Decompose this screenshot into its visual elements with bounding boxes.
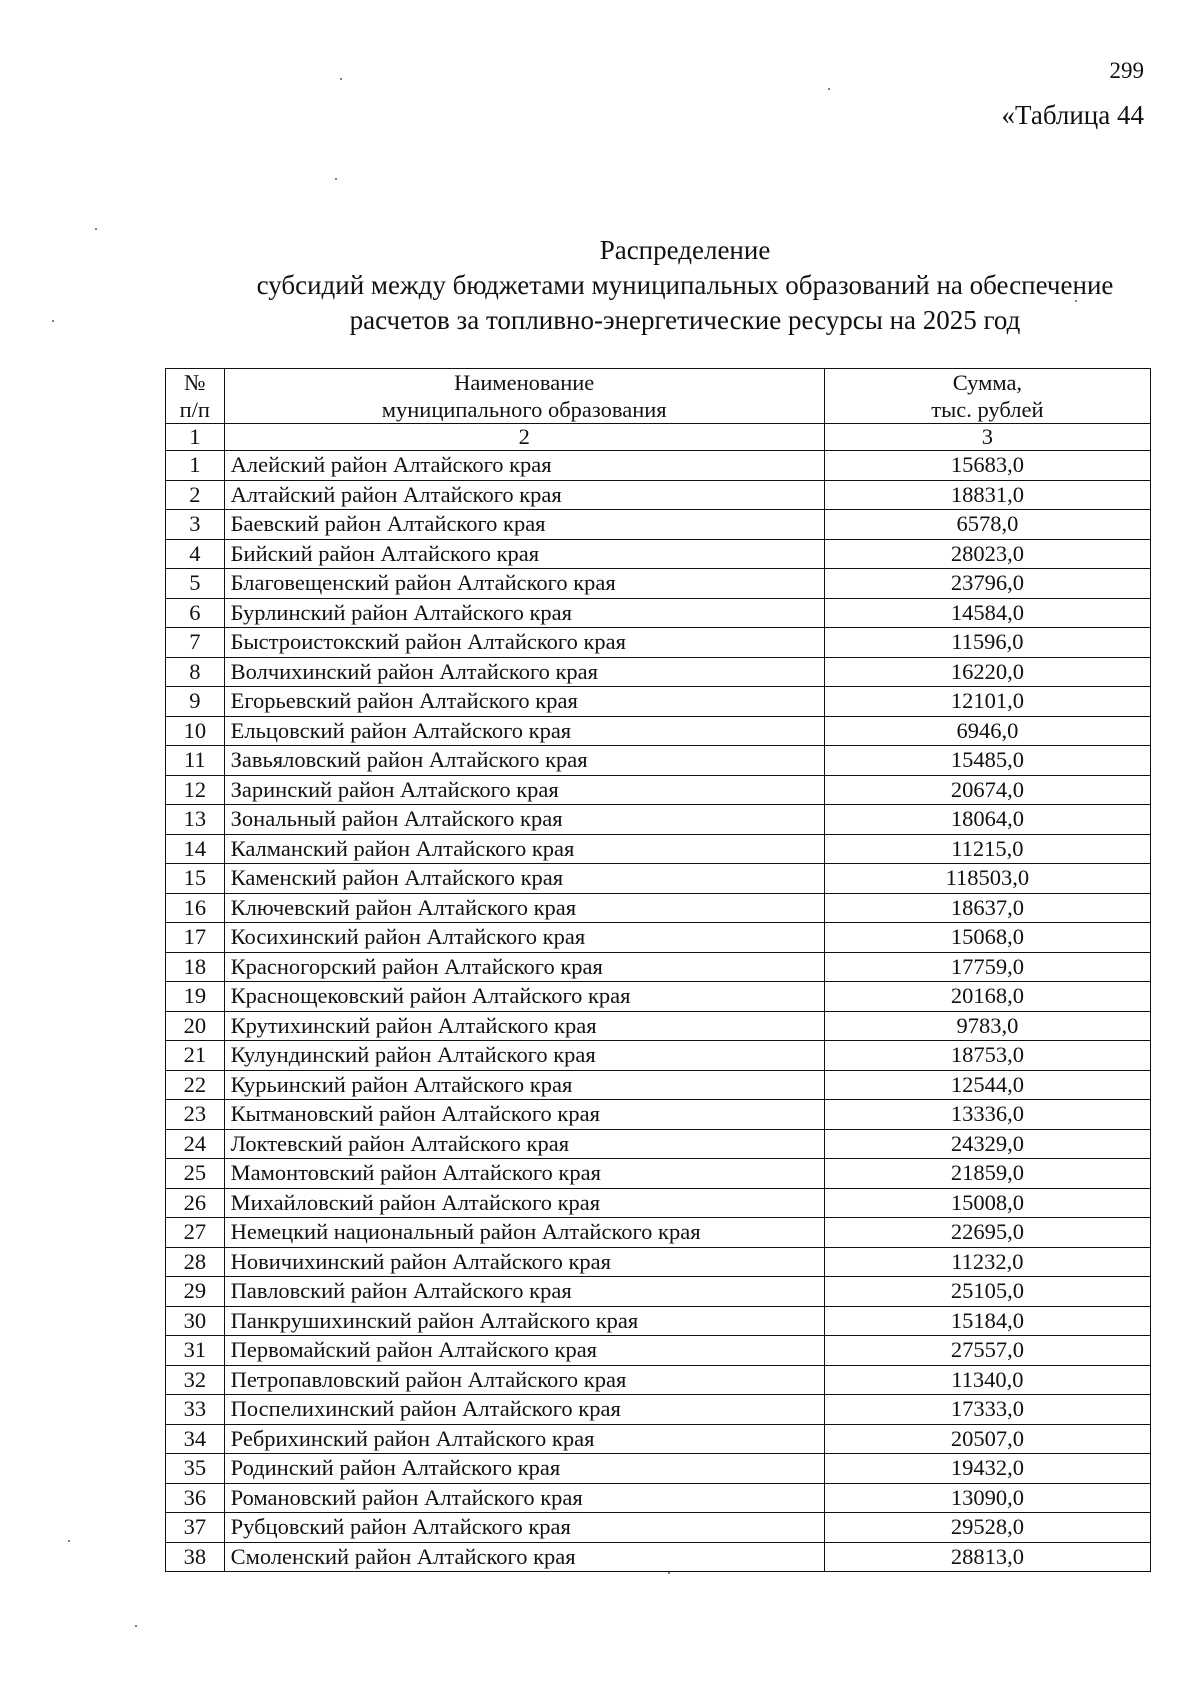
subsidy-amount: 11215,0 — [824, 834, 1150, 864]
row-number: 29 — [166, 1277, 225, 1307]
subsidy-amount: 11340,0 — [824, 1365, 1150, 1395]
row-number: 5 — [166, 569, 225, 599]
scan-speck — [335, 178, 337, 180]
row-number: 13 — [166, 805, 225, 835]
table-row — [166, 864, 1151, 894]
table-row — [166, 1070, 1151, 1100]
municipality-name: Бийский район Алтайского края — [224, 539, 824, 569]
document-title — [160, 233, 1200, 338]
subsidy-amount: 15485,0 — [824, 746, 1150, 776]
subsidy-amount: 20674,0 — [824, 775, 1150, 805]
table-row — [166, 1247, 1151, 1277]
row-number: 27 — [166, 1218, 225, 1248]
row-number: 33 — [166, 1395, 225, 1425]
column-index-1: 1 — [166, 424, 225, 451]
table-row — [166, 1041, 1151, 1071]
municipality-name: Завьяловский район Алтайского края — [224, 746, 824, 776]
subsidy-amount: 13336,0 — [824, 1100, 1150, 1130]
municipality-name: Алтайский район Алтайского края — [224, 480, 824, 510]
subsidy-amount: 28023,0 — [824, 539, 1150, 569]
table-row — [166, 628, 1151, 658]
municipality-name: Волчихинский район Алтайского края — [224, 657, 824, 687]
municipality-name: Романовский район Алтайского края — [224, 1483, 824, 1513]
municipality-name: Родинский район Алтайского края — [224, 1454, 824, 1484]
table-row — [166, 952, 1151, 982]
table-row — [166, 451, 1151, 481]
row-number: 12 — [166, 775, 225, 805]
row-number: 36 — [166, 1483, 225, 1513]
subsidy-amount: 13090,0 — [824, 1483, 1150, 1513]
table-row — [166, 1218, 1151, 1248]
table-body — [166, 451, 1151, 1572]
subsidy-amount: 11232,0 — [824, 1247, 1150, 1277]
scan-speck — [68, 1540, 70, 1542]
subsidy-amount: 17333,0 — [824, 1395, 1150, 1425]
table-reference: «Таблица 44 — [1001, 100, 1144, 130]
subsidy-amount: 15184,0 — [824, 1306, 1150, 1336]
municipality-name: Курьинский район Алтайского края — [224, 1070, 824, 1100]
subsidy-amount: 12101,0 — [824, 687, 1150, 717]
municipality-name: Заринский район Алтайского края — [224, 775, 824, 805]
table-header — [166, 369, 1151, 451]
municipality-name: Немецкий национальный район Алтайского края — [224, 1218, 824, 1248]
municipality-name: Красногорский район Алтайского края — [224, 952, 824, 982]
row-number: 21 — [166, 1041, 225, 1071]
subsidy-amount: 12544,0 — [824, 1070, 1150, 1100]
table-row — [166, 1277, 1151, 1307]
municipality-name: Кулундинский район Алтайского края — [224, 1041, 824, 1071]
table-row — [166, 746, 1151, 776]
table-row — [166, 1483, 1151, 1513]
row-number: 26 — [166, 1188, 225, 1218]
row-number: 7 — [166, 628, 225, 658]
table-row — [166, 1011, 1151, 1041]
subsidy-amount: 27557,0 — [824, 1336, 1150, 1366]
subsidy-amount: 118503,0 — [824, 864, 1150, 894]
municipality-name: Локтевский район Алтайского края — [224, 1129, 824, 1159]
row-number: 10 — [166, 716, 225, 746]
table-row — [166, 1188, 1151, 1218]
table-row — [166, 805, 1151, 835]
table-row — [166, 657, 1151, 687]
subsidy-amount: 18831,0 — [824, 480, 1150, 510]
column-index-row — [166, 424, 1151, 451]
subsidy-amount: 22695,0 — [824, 1218, 1150, 1248]
subsidy-amount: 23796,0 — [824, 569, 1150, 599]
table-row — [166, 539, 1151, 569]
row-number: 30 — [166, 1306, 225, 1336]
municipality-name: Благовещенский район Алтайского края — [224, 569, 824, 599]
header-num-line-2: п/п — [179, 397, 210, 422]
row-number: 15 — [166, 864, 225, 894]
municipality-name: Поспелихинский район Алтайского края — [224, 1395, 824, 1425]
subsidy-amount: 18637,0 — [824, 893, 1150, 923]
row-number: 6 — [166, 598, 225, 628]
table-row — [166, 775, 1151, 805]
table-row — [166, 1129, 1151, 1159]
municipality-name: Петропавловский район Алтайского края — [224, 1365, 824, 1395]
municipality-name: Бурлинский район Алтайского края — [224, 598, 824, 628]
header-num-line-1: № — [184, 370, 206, 395]
row-number: 8 — [166, 657, 225, 687]
table-row — [166, 1159, 1151, 1189]
municipality-name: Алейский район Алтайского края — [224, 451, 824, 481]
table-row — [166, 1395, 1151, 1425]
row-number: 28 — [166, 1247, 225, 1277]
header-name-line-2: муниципального образования — [381, 397, 667, 422]
subsidy-amount: 28813,0 — [824, 1542, 1150, 1572]
table-row — [166, 893, 1151, 923]
subsidy-amount: 16220,0 — [824, 657, 1150, 687]
subsidy-amount: 15068,0 — [824, 923, 1150, 953]
subsidy-amount: 21859,0 — [824, 1159, 1150, 1189]
table-row — [166, 510, 1151, 540]
row-number: 16 — [166, 893, 225, 923]
header-row — [166, 369, 1151, 424]
subsidy-amount: 18753,0 — [824, 1041, 1150, 1071]
header-sum — [824, 369, 1150, 424]
subsidy-amount: 18064,0 — [824, 805, 1150, 835]
municipality-name: Краснощековский район Алтайского края — [224, 982, 824, 1012]
municipality-name: Павловский район Алтайского края — [224, 1277, 824, 1307]
municipality-name: Ребрихинский район Алтайского края — [224, 1424, 824, 1454]
scan-speck — [95, 228, 97, 230]
subsidy-amount: 20168,0 — [824, 982, 1150, 1012]
municipality-name: Рубцовский район Алтайского края — [224, 1513, 824, 1543]
row-number: 37 — [166, 1513, 225, 1543]
row-number: 38 — [166, 1542, 225, 1572]
table-row — [166, 716, 1151, 746]
column-index-3: 3 — [824, 424, 1150, 451]
table-row — [166, 834, 1151, 864]
row-number: 31 — [166, 1336, 225, 1366]
table-row — [166, 1306, 1151, 1336]
scan-speck — [1075, 300, 1077, 302]
table-row — [166, 1365, 1151, 1395]
scan-speck — [135, 1625, 137, 1627]
row-number: 11 — [166, 746, 225, 776]
page-number: 299 — [1109, 58, 1144, 83]
table-row — [166, 982, 1151, 1012]
table-row — [166, 1454, 1151, 1484]
municipality-name: Мамонтовский район Алтайского края — [224, 1159, 824, 1189]
row-number: 24 — [166, 1129, 225, 1159]
header-sum-line-1: Сумма, — [952, 370, 1023, 395]
subsidy-amount: 9783,0 — [824, 1011, 1150, 1041]
header-num — [166, 369, 225, 424]
column-index-2: 2 — [224, 424, 824, 451]
municipality-name: Зональный район Алтайского края — [224, 805, 824, 835]
table-row — [166, 1513, 1151, 1543]
scan-speck — [828, 88, 830, 90]
table-row — [166, 1100, 1151, 1130]
subsidy-amount: 20507,0 — [824, 1424, 1150, 1454]
municipality-name: Крутихинский район Алтайского края — [224, 1011, 824, 1041]
municipality-name: Кытмановский район Алтайского края — [224, 1100, 824, 1130]
table-row — [166, 1542, 1151, 1572]
municipality-name: Баевский район Алтайского края — [224, 510, 824, 540]
municipality-name: Быстроистокский район Алтайского края — [224, 628, 824, 658]
subsidy-amount: 17759,0 — [824, 952, 1150, 982]
subsidy-amount: 6946,0 — [824, 716, 1150, 746]
municipality-name: Михайловский район Алтайского края — [224, 1188, 824, 1218]
table-row — [166, 1336, 1151, 1366]
table-row — [166, 480, 1151, 510]
row-number: 1 — [166, 451, 225, 481]
row-number: 23 — [166, 1100, 225, 1130]
scan-speck — [340, 78, 342, 80]
subsidy-amount: 25105,0 — [824, 1277, 1150, 1307]
row-number: 18 — [166, 952, 225, 982]
municipality-name: Ключевский район Алтайского края — [224, 893, 824, 923]
subsidy-amount: 29528,0 — [824, 1513, 1150, 1543]
scan-speck — [52, 320, 54, 322]
municipality-name: Панкрушихинский район Алтайского края — [224, 1306, 824, 1336]
header-sum-line-2: тыс. рублей — [931, 397, 1044, 422]
subsidy-amount: 6578,0 — [824, 510, 1150, 540]
municipality-name: Егорьевский район Алтайского края — [224, 687, 824, 717]
row-number: 34 — [166, 1424, 225, 1454]
subsidy-amount: 24329,0 — [824, 1129, 1150, 1159]
title-line-1: Распределение — [599, 235, 771, 265]
row-number: 35 — [166, 1454, 225, 1484]
municipality-name: Смоленский район Алтайского края — [224, 1542, 824, 1572]
subsidy-amount: 14584,0 — [824, 598, 1150, 628]
subsidy-amount: 19432,0 — [824, 1454, 1150, 1484]
table-row — [166, 687, 1151, 717]
row-number: 14 — [166, 834, 225, 864]
municipality-name: Калманский район Алтайского края — [224, 834, 824, 864]
row-number: 20 — [166, 1011, 225, 1041]
title-line-2: субсидий между бюджетами муниципальных образований на обеспечение — [256, 270, 1114, 300]
municipality-name: Первомайский район Алтайского края — [224, 1336, 824, 1366]
subsidy-amount: 15008,0 — [824, 1188, 1150, 1218]
row-number: 19 — [166, 982, 225, 1012]
row-number: 9 — [166, 687, 225, 717]
table-row — [166, 569, 1151, 599]
municipality-name: Косихинский район Алтайского края — [224, 923, 824, 953]
table-row — [166, 923, 1151, 953]
municipality-name: Ельцовский район Алтайского края — [224, 716, 824, 746]
row-number: 3 — [166, 510, 225, 540]
subsidy-amount: 15683,0 — [824, 451, 1150, 481]
row-number: 2 — [166, 480, 225, 510]
table-row — [166, 598, 1151, 628]
title-line-3: расчетов за топливно-энергетические ресурсы на 2025 год — [349, 305, 1021, 335]
subsidies-table — [165, 368, 1151, 1572]
header-name-line-1: Наименование — [454, 370, 595, 395]
row-number: 4 — [166, 539, 225, 569]
row-number: 32 — [166, 1365, 225, 1395]
subsidy-amount: 11596,0 — [824, 628, 1150, 658]
municipality-name: Новичихинский район Алтайского края — [224, 1247, 824, 1277]
scan-speck — [668, 1572, 670, 1574]
header-name — [224, 369, 824, 424]
table-row — [166, 1424, 1151, 1454]
row-number: 25 — [166, 1159, 225, 1189]
row-number: 17 — [166, 923, 225, 953]
row-number: 22 — [166, 1070, 225, 1100]
municipality-name: Каменский район Алтайского края — [224, 864, 824, 894]
